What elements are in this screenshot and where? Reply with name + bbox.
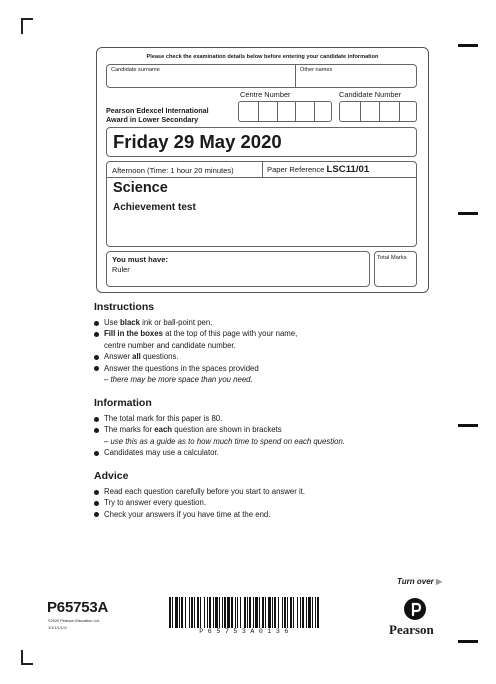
digit-divider <box>314 102 327 122</box>
list-item: Fill in the boxes at the top of this page with your name, <box>94 328 414 339</box>
candidate-number-label: Candidate Number <box>339 90 402 99</box>
digit-divider <box>277 102 290 122</box>
session-time: Afternoon (Time: 1 hour 20 minutes) <box>112 166 234 175</box>
print-code: 1/1/1/1/1/1/ <box>48 626 67 630</box>
list-item: – use this as a guide as to how much time to spend on each question. <box>104 436 345 446</box>
information-list <box>94 413 424 459</box>
crop-mark-top-left <box>21 18 23 34</box>
candidate-surname-label: Candidate surname <box>111 67 160 73</box>
list-item: Use black ink or ball-point pen. <box>94 317 414 328</box>
list-item: Answer all questions. <box>94 351 414 362</box>
turn-over-label: Turn over <box>397 577 434 586</box>
list-item: The marks for each question are shown in brackets <box>94 424 424 435</box>
list-item: centre number and candidate number. <box>104 340 236 350</box>
must-have-item: Ruler <box>112 265 130 274</box>
other-names-label: Other names <box>300 67 333 73</box>
registration-tick <box>458 640 478 643</box>
registration-tick <box>458 212 478 215</box>
other-names-field[interactable] <box>297 76 415 87</box>
crop-mark-bottom-left <box>21 650 23 664</box>
list-item: Read each question carefully before you start to answer it. <box>94 486 414 497</box>
must-have-label: You must have: <box>112 255 168 264</box>
candidate-number-boxes[interactable] <box>339 101 417 122</box>
paper-code: P65753A <box>47 599 109 616</box>
name-divider <box>295 64 296 88</box>
session-divider-vertical <box>262 161 263 177</box>
subject-title: Science <box>113 180 168 196</box>
advice-heading: Advice <box>94 470 129 482</box>
centre-number-boxes[interactable] <box>238 101 332 122</box>
session-divider <box>106 177 417 178</box>
candidate-surname-field[interactable] <box>107 76 293 87</box>
copyright: ©2020 Pearson Education Ltd. <box>48 619 100 623</box>
registration-tick <box>458 424 478 427</box>
paper-reference <box>267 164 369 176</box>
pearson-p-glyph <box>404 598 426 620</box>
paper-subtitle: Achievement test <box>113 202 196 213</box>
check-details-note: Please check the examination details below before entering your candidate information <box>146 54 379 60</box>
barcode-number: P 6 5 7 5 3 A 0 1 3 6 <box>199 628 289 635</box>
awarding-body-line2: Award in Lower Secondary <box>106 114 199 124</box>
paper-reference-code: LSC11/01 <box>326 164 370 175</box>
list-item: Check your answers if you have time at the end. <box>94 509 414 520</box>
centre-number-label: Centre Number <box>240 90 291 99</box>
list-item: Answer the questions in the spaces provided <box>94 363 414 374</box>
advice-list <box>94 486 414 520</box>
registration-tick <box>458 44 478 47</box>
digit-divider <box>360 102 373 122</box>
crop-mark-bottom-left <box>21 663 33 665</box>
digit-divider <box>379 102 392 122</box>
pearson-logo-icon <box>404 598 426 620</box>
information-heading: Information <box>94 397 152 409</box>
total-marks-label: Total Marks <box>377 255 407 261</box>
crop-mark-top-left <box>21 18 33 20</box>
digit-divider <box>399 102 412 122</box>
digit-divider <box>295 102 308 122</box>
turn-over[interactable] <box>397 577 442 586</box>
barcode-graphic <box>168 597 320 628</box>
paper-reference-label: Paper Reference <box>267 165 325 174</box>
list-item: The total mark for this paper is 80. <box>94 413 424 424</box>
arrow-right-icon: ▶ <box>435 577 443 586</box>
instructions-list <box>94 317 414 385</box>
list-item: – there may be more space than you need. <box>104 375 253 385</box>
pearson-logo-text: Pearson <box>389 622 434 637</box>
digit-divider <box>258 102 271 122</box>
exam-date: Friday 29 May 2020 <box>113 131 282 152</box>
list-item: Candidates may use a calculator. <box>94 447 424 458</box>
awarding-body-line1: Pearson Edexcel International <box>106 106 209 115</box>
awarding-body <box>106 107 209 124</box>
list-item: Try to answer every question. <box>94 497 414 508</box>
instructions-heading: Instructions <box>94 301 155 313</box>
barcode <box>168 597 320 628</box>
